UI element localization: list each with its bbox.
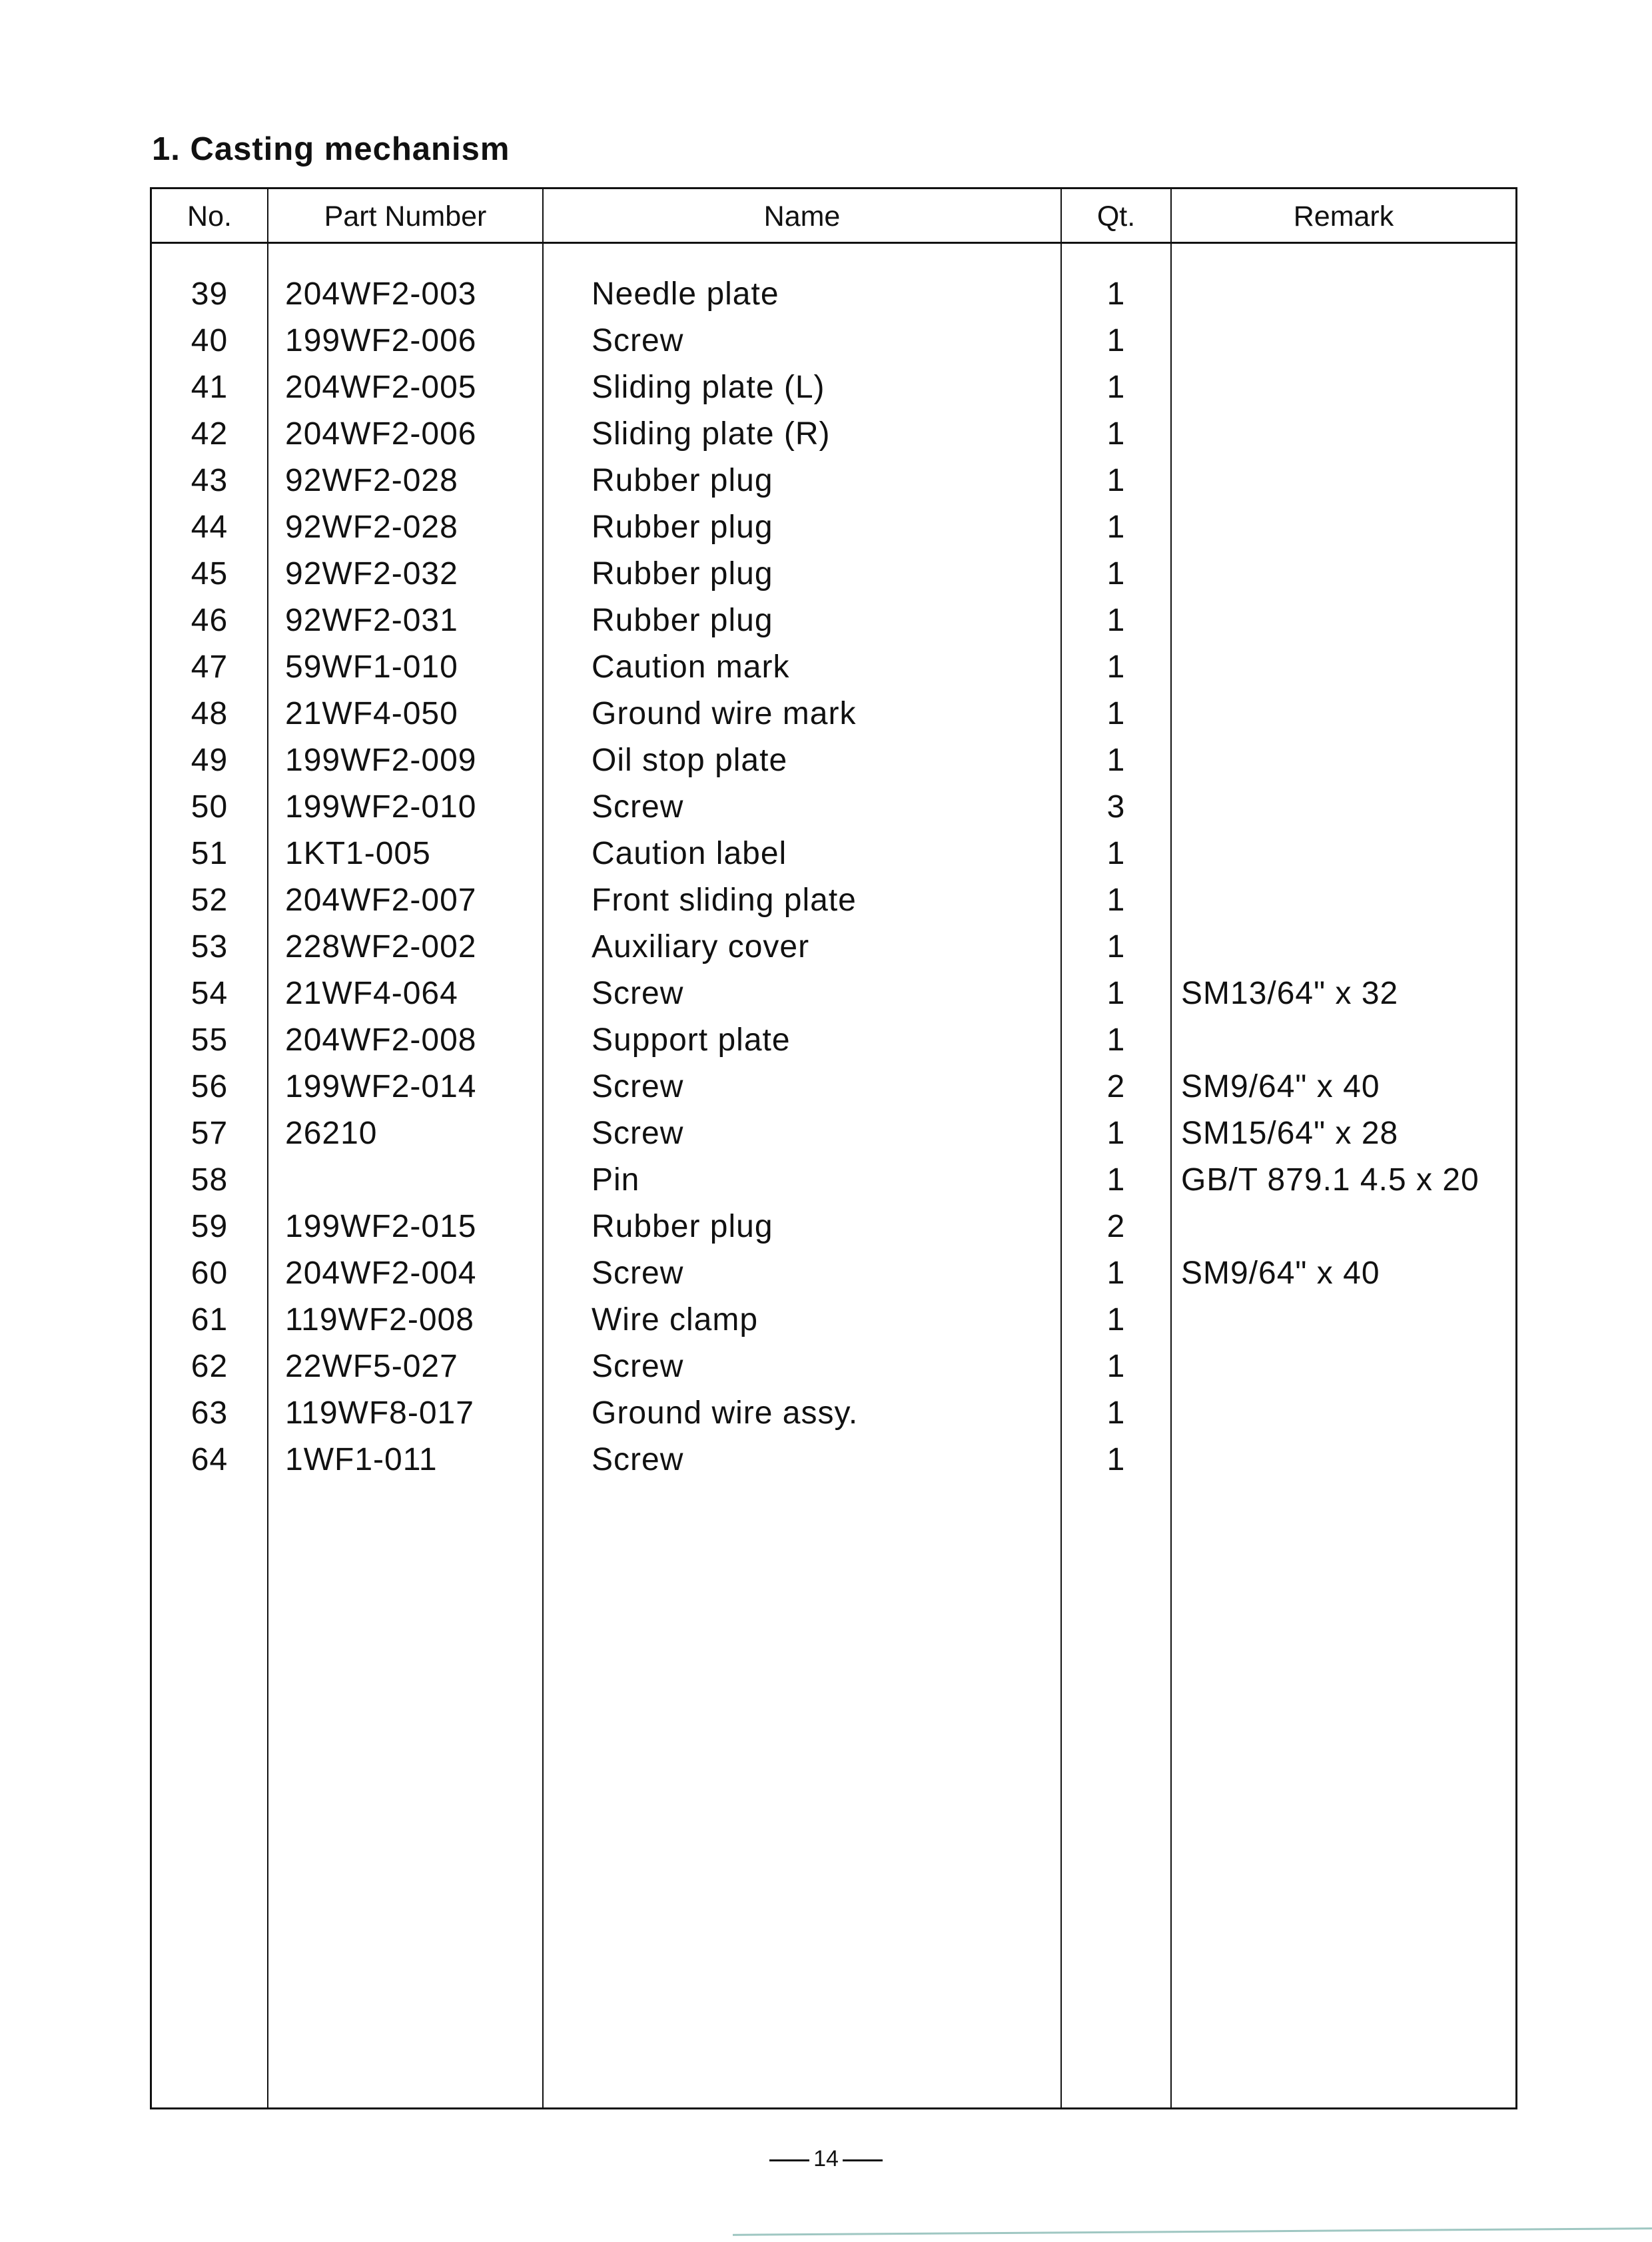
cell-part-number: 119WF2-008	[285, 1302, 474, 1337]
cell-no: 56	[191, 1069, 228, 1104]
cell-name: Screw	[592, 1116, 684, 1151]
cell-part-number: 21WF4-050	[285, 696, 458, 731]
cell-no: 50	[191, 789, 228, 825]
cell-no: 54	[191, 976, 228, 1011]
cell-qt: 1	[1106, 323, 1126, 358]
table-row	[152, 1390, 1515, 1437]
cell-qt: 1	[1106, 1302, 1126, 1337]
cell-name: Rubber plug	[592, 1209, 773, 1244]
table-row	[152, 1250, 1515, 1297]
header-qt: Qt.	[1096, 200, 1136, 232]
cell-name: Auxiliary cover	[592, 929, 810, 964]
cell-part-number: 22WF5-027	[285, 1349, 458, 1384]
cell-no: 60	[191, 1256, 228, 1291]
cell-part-number: 204WF2-008	[285, 1022, 477, 1058]
header-remark: Remark	[1293, 200, 1394, 232]
cell-qt: 1	[1106, 929, 1126, 964]
cell-qt: 2	[1106, 1209, 1126, 1244]
cell-no: 48	[191, 696, 228, 731]
table-row	[152, 831, 1515, 877]
cell-no: 55	[191, 1022, 228, 1058]
cell-name: Sliding plate (L)	[592, 370, 825, 405]
dash-decoration	[843, 2159, 883, 2161]
scan-edge-line	[733, 2227, 1652, 2236]
cell-no: 40	[191, 323, 228, 358]
cell-part-number: 204WF2-005	[285, 370, 477, 405]
table-row	[152, 1204, 1515, 1250]
cell-qt: 1	[1106, 1022, 1126, 1058]
cell-name: Caution label	[592, 836, 787, 871]
cell-no: 41	[191, 370, 228, 405]
cell-part-number: 21WF4-064	[285, 976, 458, 1011]
cell-name: Rubber plug	[592, 603, 773, 638]
cell-qt: 2	[1106, 1069, 1126, 1104]
cell-no: 46	[191, 603, 228, 638]
table-row	[152, 877, 1515, 924]
cell-qt: 1	[1106, 696, 1126, 731]
cell-part-number: 199WF2-010	[285, 789, 477, 825]
cell-no: 62	[191, 1349, 228, 1384]
cell-qt: 1	[1106, 883, 1126, 918]
cell-name: Screw	[592, 789, 684, 825]
cell-name: Screw	[592, 1442, 684, 1477]
cell-no: 63	[191, 1395, 228, 1431]
cell-name: Rubber plug	[592, 463, 773, 498]
header-name: Name	[763, 200, 841, 232]
table-row	[152, 1110, 1515, 1157]
cell-no: 61	[191, 1302, 228, 1337]
cell-name: Sliding plate (R)	[592, 416, 831, 452]
cell-part-number: 204WF2-006	[285, 416, 477, 452]
cell-name: Caution mark	[592, 649, 790, 685]
table-row	[152, 1437, 1515, 1483]
cell-part-number: 199WF2-009	[285, 743, 477, 778]
cell-qt: 1	[1106, 510, 1126, 545]
cell-remark: SM13/64" x 32	[1181, 976, 1399, 1011]
section-title: 1. Casting mechanism	[152, 131, 510, 167]
cell-name: Ground wire assy.	[592, 1395, 859, 1431]
cell-name: Wire clamp	[592, 1302, 759, 1337]
cell-qt: 1	[1106, 463, 1126, 498]
table-row	[152, 1343, 1515, 1390]
header-part-number: Part Number	[324, 200, 487, 232]
cell-qt: 1	[1106, 836, 1126, 871]
cell-name: Screw	[592, 1349, 684, 1384]
cell-no: 57	[191, 1116, 228, 1151]
table-row	[152, 1157, 1515, 1204]
cell-qt: 3	[1106, 789, 1126, 825]
cell-name: Screw	[592, 1069, 684, 1104]
cell-name: Support plate	[592, 1022, 791, 1058]
cell-name: Screw	[592, 976, 684, 1011]
table-row	[152, 644, 1515, 691]
cell-no: 39	[191, 276, 228, 312]
cell-qt: 1	[1106, 556, 1126, 591]
cell-name: Rubber plug	[592, 556, 773, 591]
cell-part-number: 228WF2-002	[285, 929, 477, 964]
header-divider	[152, 242, 1515, 244]
table-row	[152, 364, 1515, 411]
cell-part-number: 204WF2-004	[285, 1256, 477, 1291]
table-row	[152, 924, 1515, 970]
page-footer	[0, 2146, 1652, 2172]
parts-table	[150, 187, 1517, 2109]
cell-qt: 1	[1106, 416, 1126, 452]
cell-no: 49	[191, 743, 228, 778]
cell-qt: 1	[1106, 743, 1126, 778]
cell-remark: SM9/64" x 40	[1181, 1256, 1380, 1291]
table-row	[152, 271, 1515, 318]
cell-name: Front sliding plate	[592, 883, 857, 918]
cell-part-number: 92WF2-031	[285, 603, 458, 638]
table-row	[152, 784, 1515, 831]
cell-part-number: 204WF2-003	[285, 276, 477, 312]
table-row	[152, 1064, 1515, 1110]
cell-qt: 1	[1106, 1116, 1126, 1151]
cell-qt: 1	[1106, 276, 1126, 312]
cell-no: 53	[191, 929, 228, 964]
cell-part-number: 199WF2-014	[285, 1069, 477, 1104]
table-row	[152, 411, 1515, 458]
table-row	[152, 1017, 1515, 1064]
cell-no: 64	[191, 1442, 228, 1477]
table-row	[152, 318, 1515, 364]
cell-qt: 1	[1106, 1349, 1126, 1384]
cell-no: 42	[191, 416, 228, 452]
cell-no: 52	[191, 883, 228, 918]
cell-qt: 1	[1106, 1442, 1126, 1477]
cell-no: 44	[191, 510, 228, 545]
cell-name: Oil stop plate	[592, 743, 788, 778]
cell-part-number: 1KT1-005	[285, 836, 431, 871]
cell-qt: 1	[1106, 370, 1126, 405]
table-row	[152, 504, 1515, 551]
cell-part-number: 204WF2-007	[285, 883, 477, 918]
cell-name: Screw	[592, 1256, 684, 1291]
table-row	[152, 597, 1515, 644]
page-number: 14	[813, 2146, 839, 2171]
cell-part-number: 92WF2-028	[285, 463, 458, 498]
table-row	[152, 551, 1515, 597]
cell-name: Ground wire mark	[592, 696, 857, 731]
cell-remark: SM9/64" x 40	[1181, 1069, 1380, 1104]
cell-qt: 1	[1106, 1162, 1126, 1198]
cell-no: 43	[191, 463, 228, 498]
cell-no: 59	[191, 1209, 228, 1244]
dash-decoration	[769, 2159, 809, 2161]
cell-remark: GB/T 879.1 4.5 x 20	[1181, 1162, 1479, 1198]
cell-part-number: 92WF2-032	[285, 556, 458, 591]
cell-qt: 1	[1106, 1256, 1126, 1291]
header-no: No.	[187, 200, 232, 232]
cell-part-number: 199WF2-015	[285, 1209, 477, 1244]
cell-part-number: 26210	[285, 1116, 378, 1151]
cell-part-number: 119WF8-017	[285, 1395, 474, 1431]
cell-part-number: 59WF1-010	[285, 649, 458, 685]
table-row	[152, 458, 1515, 504]
cell-qt: 1	[1106, 976, 1126, 1011]
cell-part-number: 199WF2-006	[285, 323, 477, 358]
table-row	[152, 691, 1515, 737]
cell-qt: 1	[1106, 649, 1126, 685]
cell-name: Pin	[592, 1162, 640, 1198]
cell-no: 58	[191, 1162, 228, 1198]
cell-part-number: 1WF1-011	[285, 1442, 438, 1477]
cell-name: Screw	[592, 323, 684, 358]
cell-qt: 1	[1106, 603, 1126, 638]
cell-part-number: 92WF2-028	[285, 510, 458, 545]
cell-no: 51	[191, 836, 228, 871]
table-row	[152, 737, 1515, 784]
cell-qt: 1	[1106, 1395, 1126, 1431]
cell-name: Rubber plug	[592, 510, 773, 545]
cell-name: Needle plate	[592, 276, 779, 312]
cell-remark: SM15/64" x 28	[1181, 1116, 1399, 1151]
cell-no: 45	[191, 556, 228, 591]
cell-no: 47	[191, 649, 228, 685]
table-row	[152, 1297, 1515, 1343]
table-row	[152, 970, 1515, 1017]
